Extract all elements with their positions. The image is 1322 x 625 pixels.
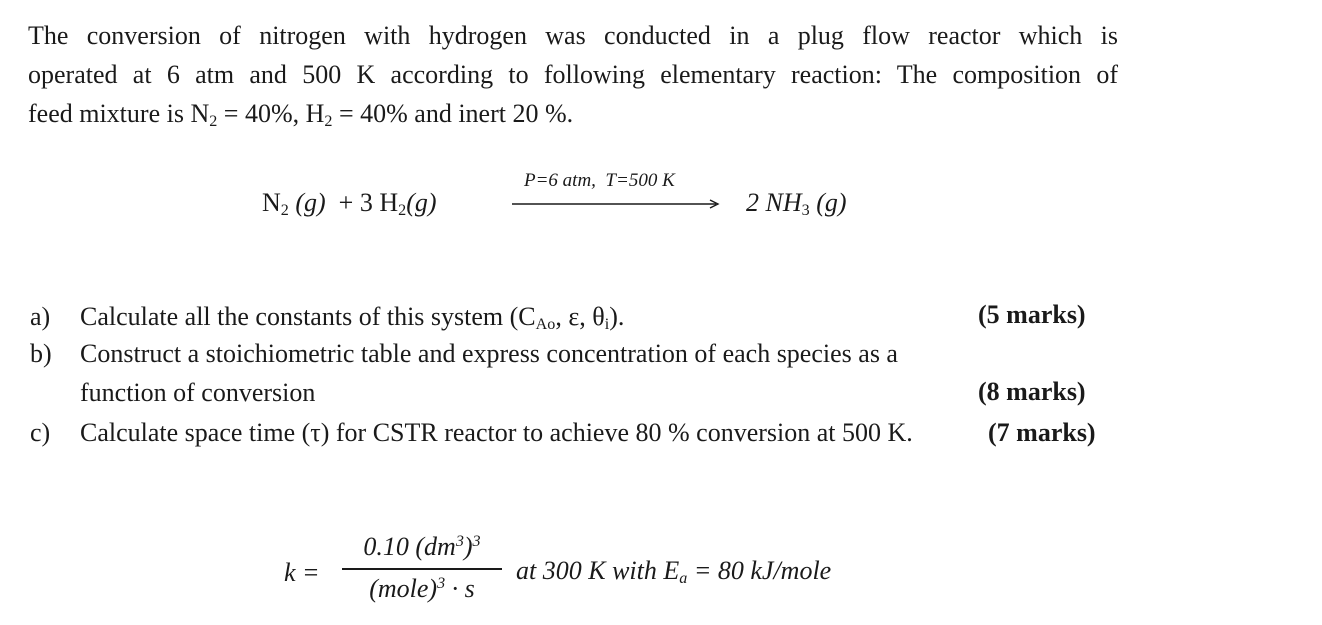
reaction-equation <box>262 168 902 228</box>
intro-line-1: The conversion of nitrogen with hydrogen was conducted in a plug flow reactor which is <box>28 21 1118 50</box>
rate-constant-formula <box>284 528 924 618</box>
question-letter: a) <box>30 302 51 331</box>
question-a <box>0 302 1110 338</box>
reaction-arrow <box>510 168 722 218</box>
numerator: 0.10 $(dm^3)^3$ <box>363 532 481 561</box>
question-letter: b) <box>30 339 52 368</box>
intro-line-2: operated at 6 atm and 500 K according to following elementary reaction: The composition of <box>28 60 1118 89</box>
formula-condition: at 300 K with $E_a = 80$ kJ/mole <box>516 556 832 588</box>
intro-line-3: feed mixture is $N_2 = 40\%$, $H_2 = 40\%$ and inert 20 %. <box>28 99 574 131</box>
k-label: k = <box>284 558 320 587</box>
question-marks: (5 marks) <box>978 300 1086 329</box>
fraction <box>342 528 502 604</box>
question-text: Calculate all the constants of this system ($C_{Ao}$, ε, $\theta_i$). <box>80 302 625 334</box>
question-letter: c) <box>30 418 51 447</box>
question-marks: (8 marks) <box>978 377 1086 406</box>
question-text-line-1: Construct a stoichiometric table and express concentration of each species as a <box>80 339 898 368</box>
question-c <box>0 418 1110 454</box>
reactants: $N_2$ (g) + 3 $H_2(g)$ <box>262 188 437 220</box>
question-text: Calculate space time (τ) for CSTR reactor to achieve 80 % conversion at 500 K. <box>80 418 913 447</box>
denominator: (mole)$^3$ · s <box>369 574 475 603</box>
reaction-conditions: P=6 atm, T=500 K <box>524 170 675 191</box>
problem-statement <box>28 16 1118 133</box>
fraction-bar <box>342 568 502 570</box>
product: 2 $NH_3$ (g) <box>746 188 847 220</box>
question-b <box>0 339 1110 415</box>
right-arrow-icon <box>510 198 722 210</box>
question-text-line-2: function of conversion <box>80 378 316 407</box>
question-marks: (7 marks) <box>988 418 1096 447</box>
